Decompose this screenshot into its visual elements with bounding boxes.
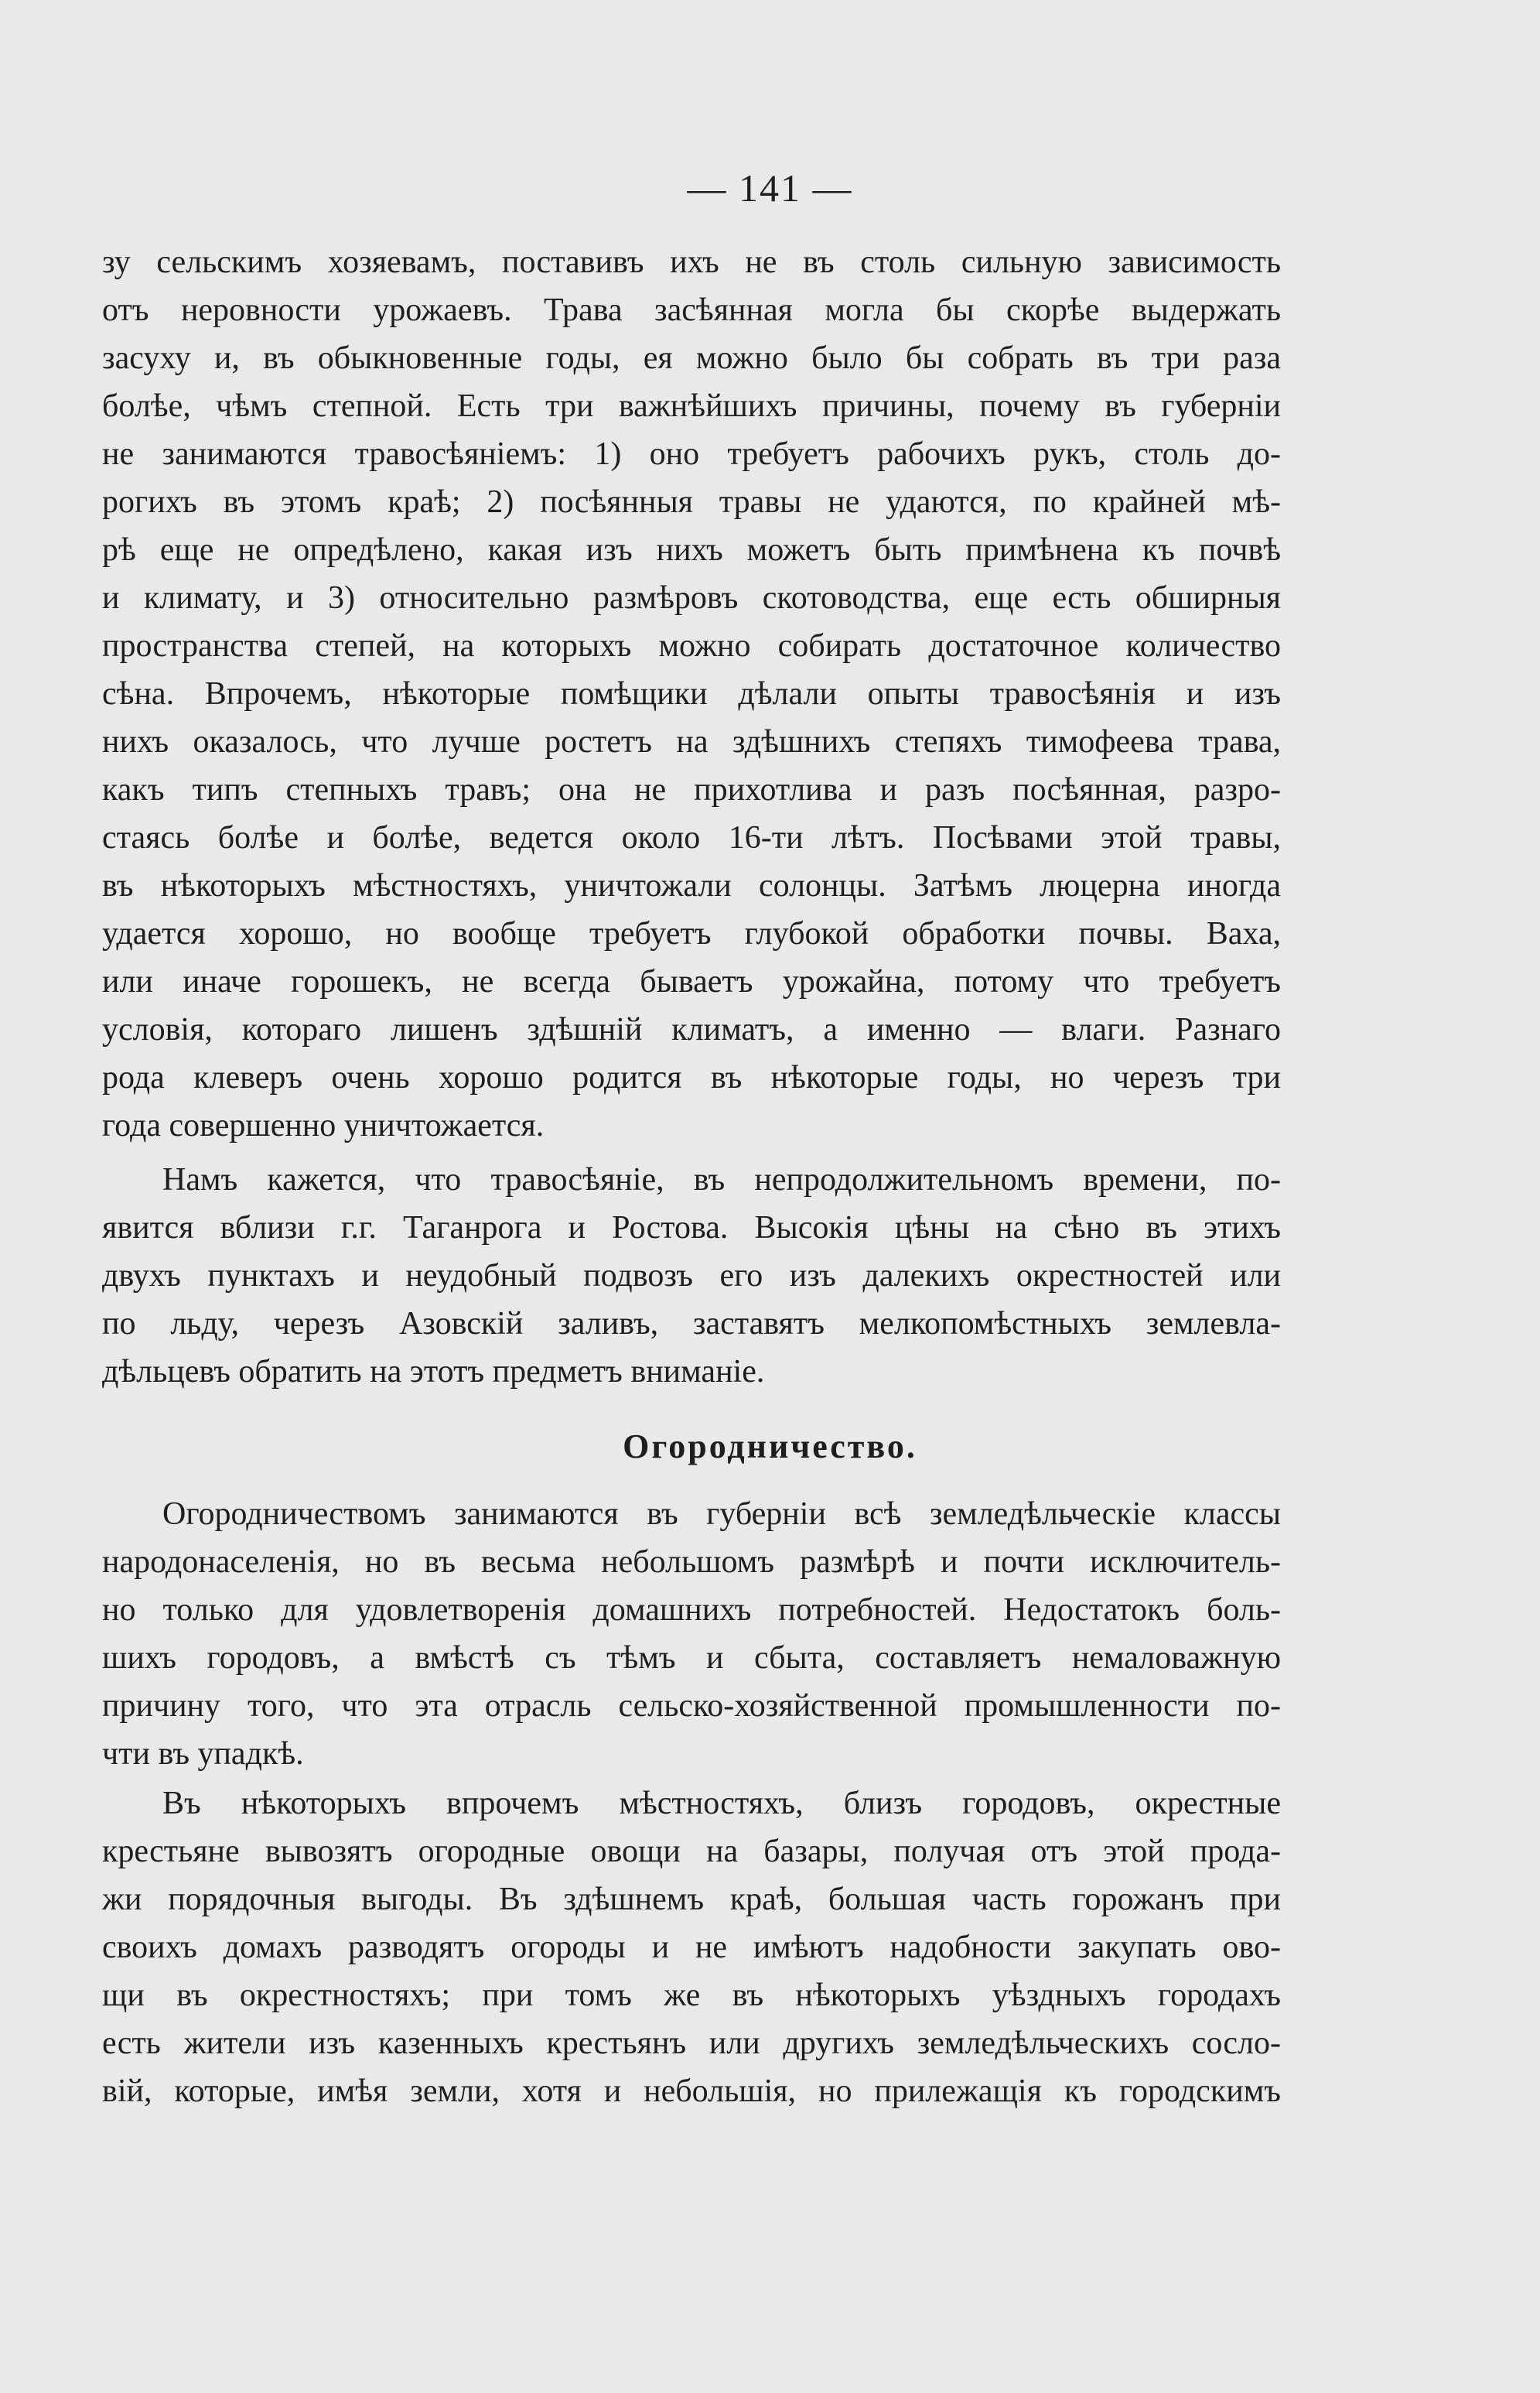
text-line: и климату, и 3) относительно размѣровъ скотоводства, еще есть обширныя xyxy=(102,580,1281,616)
paragraph-1 xyxy=(102,238,1281,1150)
text-line: по льду, черезъ Азовскій заливъ, заставятъ мелкопомѣстныхъ землевла- xyxy=(102,1306,1281,1342)
text-line: есть жители изъ казенныхъ крестьянъ или другихъ земледѣльческихъ сосло- xyxy=(102,2026,1281,2061)
text-line: Въ нѣкоторыхъ впрочемъ мѣстностяхъ, близъ городовъ, окрестные xyxy=(162,1786,1281,1821)
text-line: шихъ городовъ, а вмѣстѣ съ тѣмъ и сбыта, составляетъ немаловажную xyxy=(102,1640,1281,1676)
text-line: щи въ окрестностяхъ; при томъ же въ нѣкоторыхъ уѣздныхъ городахъ xyxy=(102,1978,1281,2013)
text-line: рода клеверъ очень хорошо родится въ нѣкоторые годы, но черезъ три xyxy=(102,1060,1281,1096)
text-line: жи порядочныя выгоды. Въ здѣшнемъ краѣ, большая часть горожанъ при xyxy=(102,1882,1281,1917)
text-line: рогихъ въ этомъ краѣ; 2) посѣянныя травы не удаются, по крайней мѣ- xyxy=(102,484,1281,520)
text-line: зу сельскимъ хозяевамъ, поставивъ ихъ не въ столь сильную зависимость xyxy=(102,244,1281,280)
text-line: своихъ домахъ разводятъ огороды и не имѣютъ надобности закупать ово- xyxy=(102,1930,1281,1965)
text-line: нихъ оказалось, что лучше ростетъ на здѣшнихъ степяхъ тимофеева трава, xyxy=(102,724,1281,760)
text-line: но только для удовлетворенія домашнихъ потребностей. Недостатокъ боль- xyxy=(102,1592,1281,1628)
text-line: какъ типъ степныхъ травъ; она не прихотлива и разъ посѣянная, разро- xyxy=(102,772,1281,808)
text-line: пространства степей, на которыхъ можно собирать достаточное количество xyxy=(102,628,1281,664)
text-line: Намъ кажется, что травосѣяніе, въ непродолжительномъ времени, по- xyxy=(162,1162,1281,1198)
text-line: удается хорошо, но вообще требуетъ глубокой обработки почвы. Ваха, xyxy=(102,916,1281,952)
page-number: — 141 — xyxy=(687,166,853,210)
text-line: крестьяне вывозятъ огородные овощи на базары, получая отъ этой прода- xyxy=(102,1834,1281,1869)
text-line: не занимаются травосѣяніемъ: 1) оно требуетъ рабочихъ рукъ, столь до- xyxy=(102,436,1281,472)
text-line: или иначе горошекъ, не всегда бываетъ урожайна, потому что требуетъ xyxy=(102,964,1281,1000)
text-line: засуху и, въ обыкновенные годы, ея можно было бы собрать въ три раза xyxy=(102,340,1281,376)
text-line: въ нѣкоторыхъ мѣстностяхъ, уничтожали солонцы. Затѣмъ люцерна иногда xyxy=(102,868,1281,904)
text-line: рѣ еще не опредѣлено, какая изъ нихъ можетъ быть примѣнена къ почвѣ xyxy=(102,532,1281,568)
text-line: болѣе, чѣмъ степной. Есть три важнѣйшихъ причины, почему въ губерніи xyxy=(102,388,1281,424)
paragraph-4 xyxy=(102,1779,1281,2115)
text-line: двухъ пунктахъ и неудобный подвозъ его изъ далекихъ окрестностей или xyxy=(102,1258,1281,1294)
text-line: чти въ упадкѣ. xyxy=(102,1736,304,1772)
text-line: сѣна. Впрочемъ, нѣкоторые помѣщики дѣлали опыты травосѣянія и изъ xyxy=(102,676,1281,712)
text-line: условія, котораго лишенъ здѣшній климатъ, а именно — влаги. Разнаго xyxy=(102,1012,1281,1048)
text-line: дѣльцевъ обратить на этотъ предметъ вниманіе. xyxy=(102,1354,765,1390)
paragraph-2 xyxy=(102,1156,1281,1396)
text-line: народонаселенія, но въ весьма небольшомъ размѣрѣ и почти исключитель- xyxy=(102,1544,1281,1580)
section-heading: Огородничество. xyxy=(623,1427,917,1465)
text-line: вій, которые, имѣя земли, хотя и небольшія, но прилежащія къ городскимъ xyxy=(102,2073,1281,2109)
text-line: Огородничествомъ занимаются въ губерніи всѣ земледѣльческіе классы xyxy=(162,1496,1281,1532)
text-line: отъ неровности урожаевъ. Трава засѣянная могла бы скорѣе выдержать xyxy=(102,292,1281,328)
paragraph-3 xyxy=(102,1490,1281,1778)
text-line: явится вблизи г.г. Таганрога и Ростова. Высокія цѣны на сѣно въ этихъ xyxy=(102,1210,1281,1246)
text-line: стаясь болѣе и болѣе, ведется около 16-ти лѣтъ. Посѣвами этой травы, xyxy=(102,820,1281,856)
text-line: причину того, что эта отрасль сельско-хозяйственной промышленности по- xyxy=(102,1688,1281,1724)
text-line: года совершенно уничтожается. xyxy=(102,1108,545,1144)
